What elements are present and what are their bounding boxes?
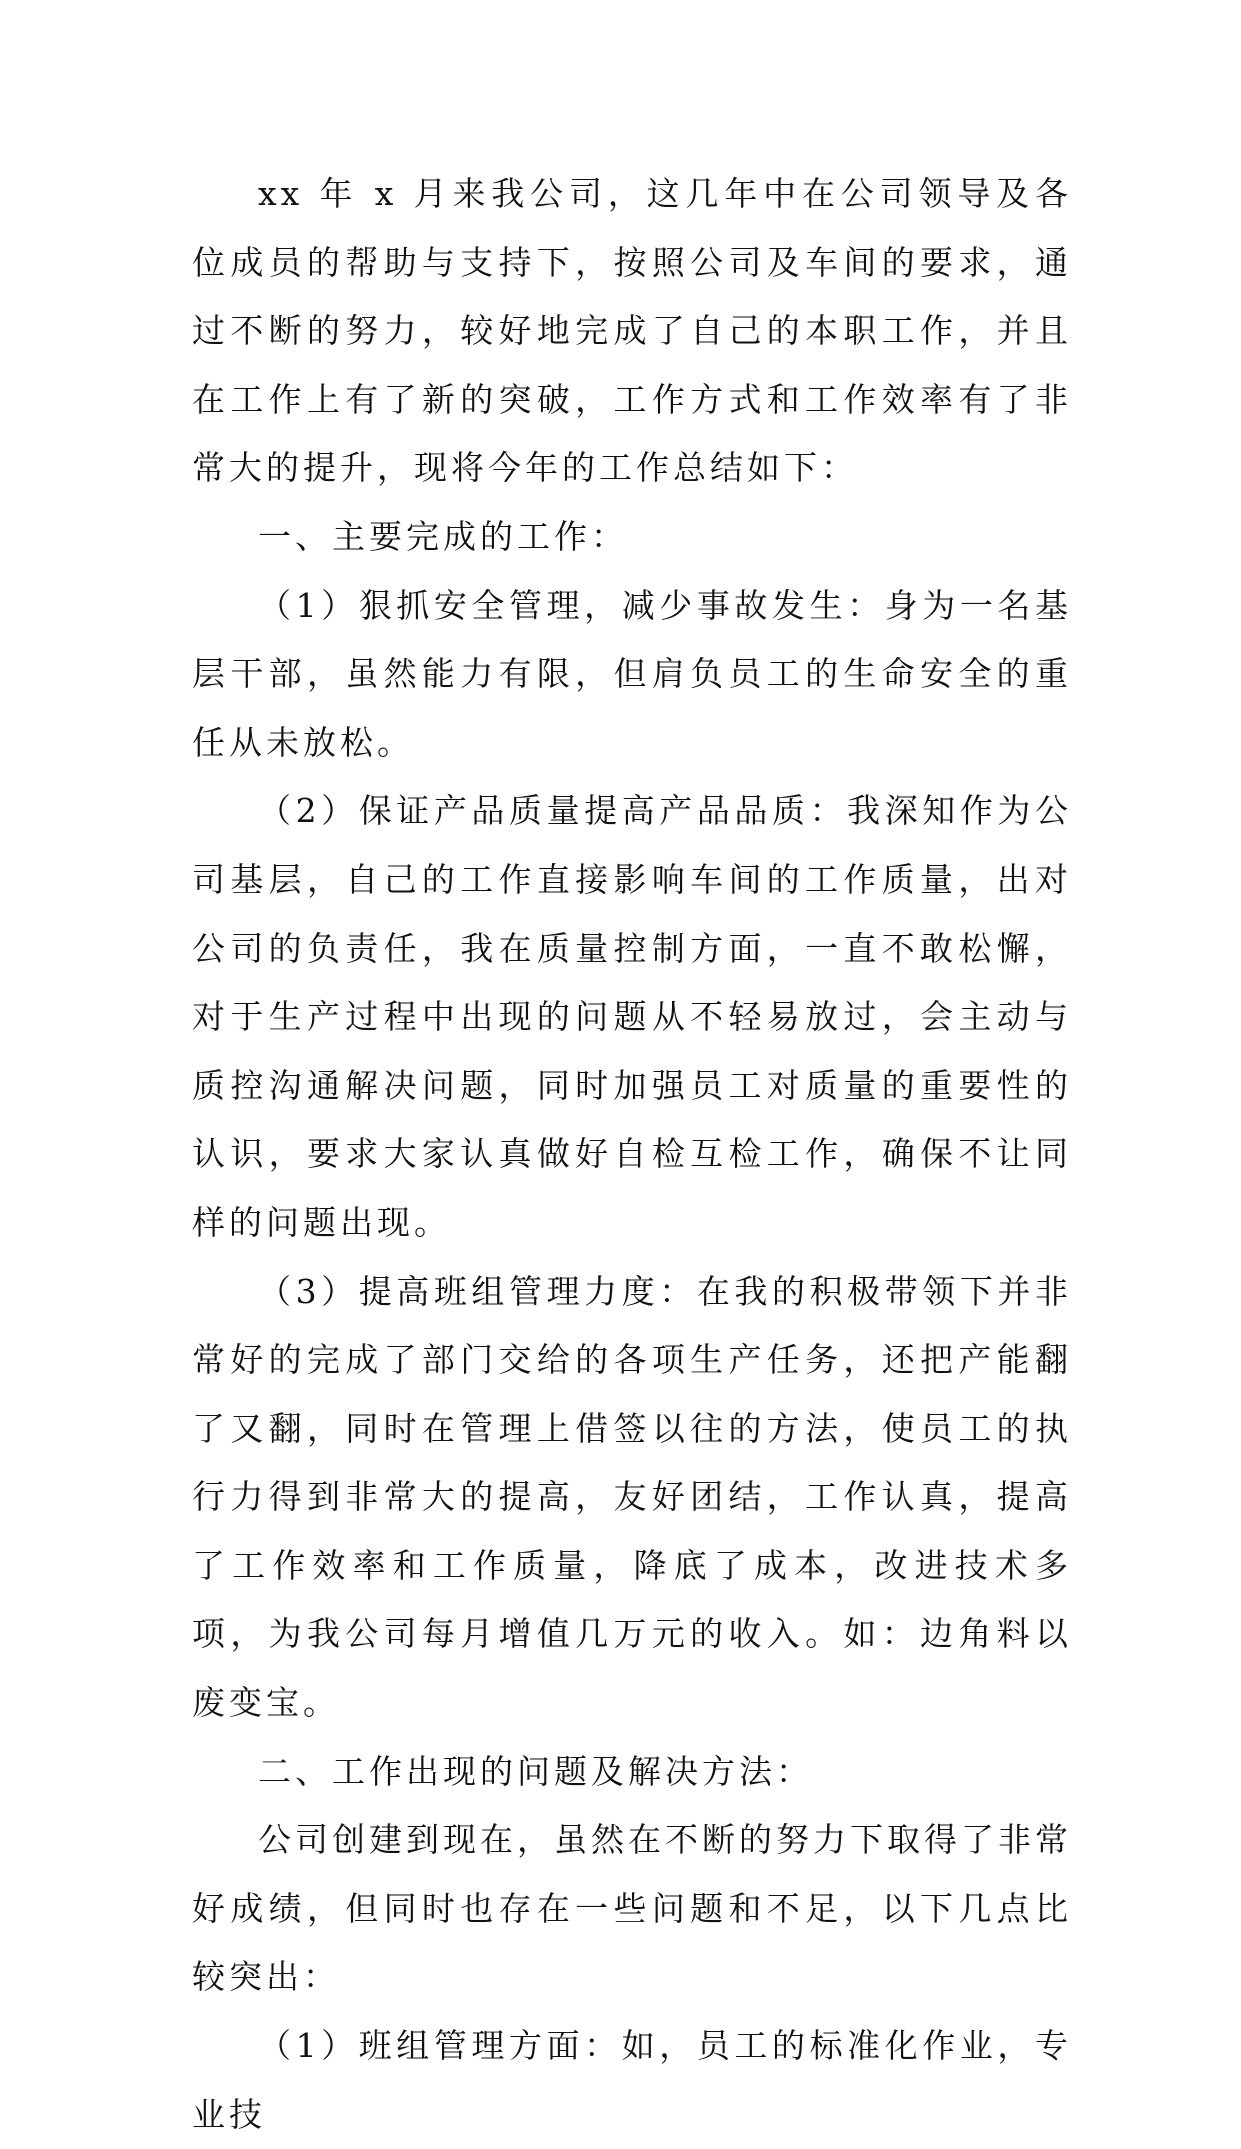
- section-heading-main-work: 一、主要完成的工作：: [258, 516, 628, 556]
- paragraph-product-quality: （2）保证产品质量提高产品品质：我深知作为公司基层，自己的工作直接影响车间的工作质量，出对公司的负责任，我在质量控制方面，一直不敢松懈，对于生产过程中出现的问题从不轻易放过，会主动与质控沟通解决问题，同时加强员工对质量的重要性的认识，要求大家认真做好自检互检工作，确保不让同样的问题出现。: [192, 791, 1072, 1242]
- section-heading-problems: 二、工作出现的问题及解决方法：: [258, 1751, 813, 1791]
- paragraph-team-management-issues: （1）班组管理方面：如，员工的标准化作业，专业技: [192, 2026, 1072, 2134]
- paragraph-intro: xx 年 x 月来我公司，这几年中在公司领导及各位成员的帮助与支持下，按照公司及车间的要求，通过不断的努力，较好地完成了自己的本职工作，并且在工作上有了新的突破，工作方式和工作效率有了非常大的提升，现将今年的工作总结如下：: [192, 174, 1072, 488]
- paragraph-safety-management: （1）狠抓安全管理，减少事故发生：身为一名基层干部，虽然能力有限，但肩负员工的生命安全的重任从未放松。: [192, 585, 1072, 762]
- document-body: [192, 160, 1072, 2149]
- paragraph-problems-intro: 公司创建到现在，虽然在不断的努力下取得了非常好成绩，但同时也存在一些问题和不足，以下几点比较突出：: [192, 1820, 1072, 1997]
- paragraph-team-management: （3）提高班组管理力度：在我的积极带领下并非常好的完成了部门交给的各项生产任务，还把产能翻了又翻，同时在管理上借签以往的方法，使员工的执行力得到非常大的提高，友好团结，工作认真，提高了工作效率和工作质量，降底了成本，改进技术多项，为我公司每月增值几万元的收入。如：边角料以废变宝。: [192, 1271, 1072, 1723]
